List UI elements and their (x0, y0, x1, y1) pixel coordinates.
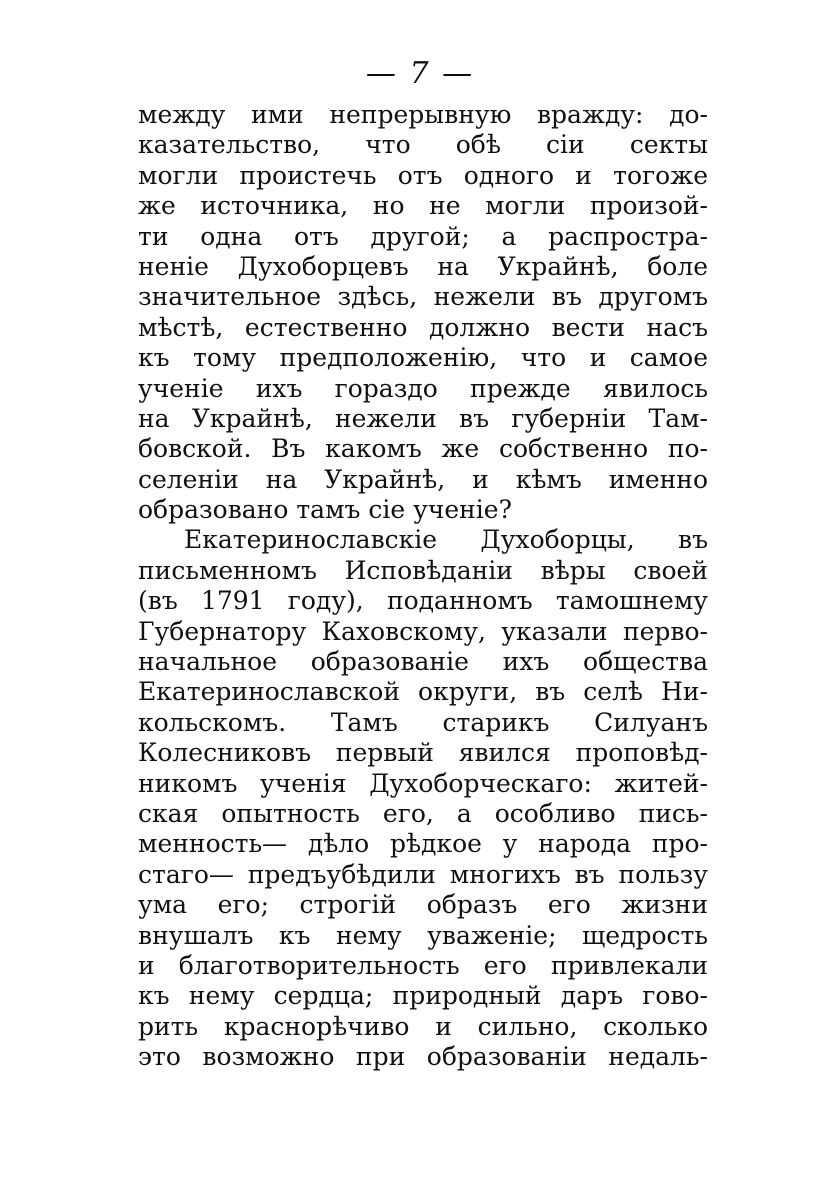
text-line: менность— дѣло рѣдкое у народа про- (138, 829, 708, 859)
text-line: селеніи на Украйнѣ, и кѣмъ именно (138, 464, 708, 494)
text-line: письменномъ Исповѣданіи вѣры своей (138, 555, 708, 585)
text-line: мѣстѣ, естественно должно вести насъ (138, 312, 708, 342)
paragraph-end-line: образовано тамъ сіе ученіе? (138, 495, 512, 525)
text-line: къ тому предположенію, что и самое (138, 343, 708, 373)
text-line: же источника, но не могли произой- (138, 191, 708, 221)
text-line: на Украйнѣ, нежели въ губерніи Там- (138, 403, 708, 433)
text-line: внушалъ къ нему уваженіе; щедрость (138, 920, 708, 950)
text-line: значительное здѣсь, нежели въ другомъ (138, 282, 708, 312)
text-line: казательство, что обѣ сіи секты (138, 130, 708, 160)
text-line: кольскомъ. Тамъ старикъ Силуанъ (138, 707, 708, 737)
text-line: между ими непрерывную вражду: до- (138, 100, 708, 129)
text-line: Губернатору Каховскому, указали перво- (138, 616, 708, 646)
text-line: никомъ ученія Духоборческаго: житей- (138, 768, 708, 798)
text-line: начальное образованіе ихъ общества (138, 647, 708, 677)
paragraph-start-line: Екатеринославскіе Духоборцы, въ (184, 525, 708, 555)
text-line: рить краснорѣчиво и сильно, сколько (138, 1011, 708, 1041)
text-line: неніе Духоборцевъ на Украйнѣ, боле (138, 251, 708, 281)
text-line: Екатеринославской округи, въ селѣ Ни- (138, 677, 708, 707)
page-number: — 7 — (365, 56, 475, 91)
text-line: это возможно при образованіи недаль- (138, 1042, 708, 1072)
text-line: ума его; строгій образъ его жизни (138, 890, 708, 920)
text-line: стаго— предъубѣдили многихъ въ пользу (138, 859, 708, 889)
text-line: и благотворительность его привлекали (138, 950, 708, 980)
body-text (138, 100, 708, 1073)
text-line: (въ 1791 году), поданномъ тамошнему (138, 586, 708, 616)
text-line: бовской. Въ какомъ же собственно по- (138, 434, 708, 464)
text-line: ти одна отъ другой; а распростра- (138, 221, 708, 251)
text-line: Колесниковъ первый явился проповѣд- (138, 738, 708, 768)
text-line: могли проистечь отъ одного и тогоже (138, 160, 708, 190)
text-line: ская опытность его, а особливо пись- (138, 798, 708, 828)
text-line: къ нему сердца; природный даръ гово- (138, 981, 708, 1011)
text-line: ученіе ихъ гораздо прежде явилось (138, 373, 708, 403)
